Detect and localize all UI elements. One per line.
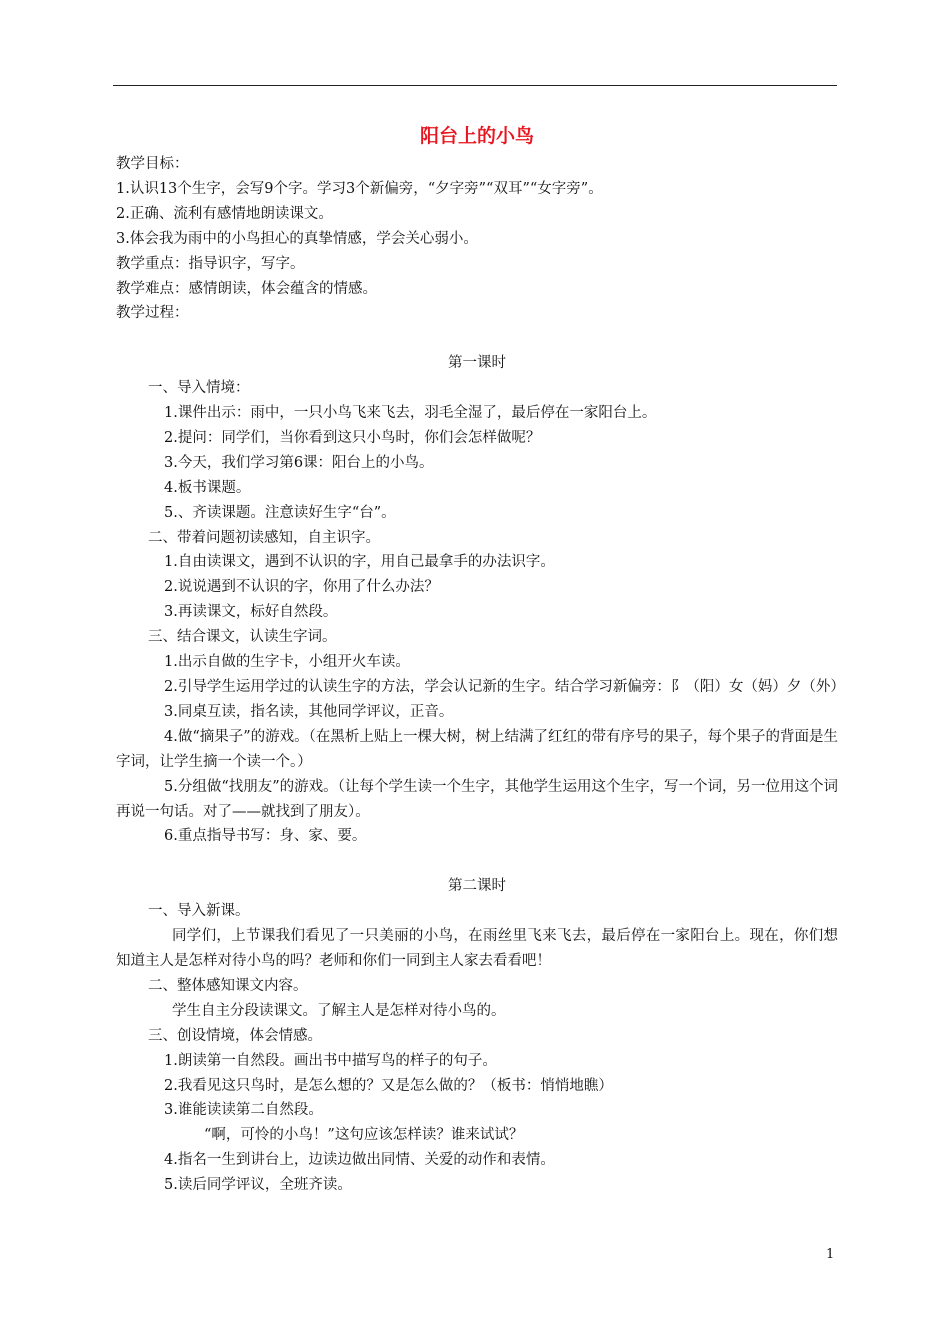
list-item: 6.重点指导书写：身、家、要。 [164, 828, 367, 845]
list-item: 5.分组做“找朋友”的游戏。（让每个学生读一个生字，其他学生运用这个生字，写一个词，另一位用这个词再说一句话。对了——就找到了朋友）。 [116, 778, 838, 820]
intro-line: 1.认识13个生字，会写9个字。学习3个新偏旁，“夕字旁”“双耳”“女字旁”。 [116, 180, 603, 197]
paragraph: 同学们，上节课我们看见了一只美丽的小鸟，在雨丝里飞来飞去，最后停在一家阳台上。现在，你们想知道主人是怎样对待小鸟的吗？老师和你们一同到主人家去看看吧！ [116, 928, 838, 969]
list-item: 4.板书课题。 [164, 479, 251, 496]
list-item: 1.朗读第一自然段。画出书中描写鸟的样子的句子。 [164, 1052, 497, 1069]
section-heading: 二、带着问题初读感知，自主识字。 [148, 529, 380, 546]
page-number: 1 [826, 1247, 835, 1262]
intro-line: 教学重点：指导识字，写字。 [116, 255, 305, 272]
header-rule [113, 85, 837, 86]
spacer [116, 849, 838, 874]
intro-line: 教学过程： [116, 305, 189, 322]
list-item: 3.谁能读读第二自然段。 [164, 1102, 323, 1119]
lesson2-heading: 第二课时 [448, 878, 506, 895]
spacer [116, 326, 838, 351]
list-item: 1.课件出示：雨中，一只小鸟飞来飞去，羽毛全湿了，最后停在一家阳台上。 [164, 405, 657, 422]
section-heading: 二、整体感知课文内容。 [148, 977, 308, 994]
list-item: 4.指名一生到讲台上，边读边做出同情、关爱的动作和表情。 [164, 1152, 555, 1169]
lesson1-heading: 第一课时 [448, 355, 506, 372]
section-heading: 三、创设情境，体会情感。 [148, 1027, 322, 1044]
list-item: 3.今天，我们学习第6课：阳台上的小鸟。 [164, 454, 434, 471]
list-item: 5.读后同学评议，全班齐读。 [164, 1177, 352, 1194]
list-item: 5.、齐读课题。注意读好生字“台”。 [164, 504, 396, 521]
document-title: 阳台上的小鸟 [419, 125, 534, 147]
list-item: 1.出示自做的生字卡，小组开火车读。 [164, 654, 410, 671]
intro-line: 2.正确、流利有感情地朗读课文。 [116, 205, 333, 222]
intro-line: 3.体会我为雨中的小鸟担心的真挚情感，学会关心弱小。 [116, 230, 478, 247]
list-item: 2.提问：同学们，当你看到这只小鸟时，你们会怎样做呢？ [164, 429, 541, 446]
list-item: 3.同桌互读，指名读，其他同学评议，正音。 [164, 703, 454, 720]
quote-line: “啊，可怜的小鸟！”这句应该怎样读？谁来试试？ [204, 1127, 524, 1144]
list-item: 2.说说遇到不认识的字，你用了什么办法？ [164, 579, 439, 596]
section-heading: 三、结合课文，认读生字词。 [148, 629, 337, 646]
list-item: 3.再读课文，标好自然段。 [164, 604, 338, 621]
intro-line: 教学目标： [116, 156, 189, 172]
list-item: 2.引导学生运用学过的认读生字的方法，学会认记新的生字。结合学习新偏旁：阝（阳）女（妈）夕（外） [164, 679, 845, 696]
list-item: 1.自由读课文，遇到不认识的字，用自己最拿手的办法识字。 [164, 554, 555, 571]
list-item: 2.我看见这只鸟时，是怎么想的？又是怎么做的？（板书：悄悄地瞧） [164, 1077, 613, 1094]
document-body [116, 122, 845, 1198]
section-heading: 一、导入情境： [148, 380, 250, 397]
section-heading: 一、导入新课。 [148, 903, 250, 920]
paragraph: 学生自主分段读课文。了解主人是怎样对待小鸟的。 [172, 1002, 506, 1019]
intro-line: 教学难点：感情朗读，体会蕴含的情感。 [116, 280, 377, 297]
list-item: 4.做“摘果子”的游戏。（在黑析上贴上一棵大树，树上结满了红红的带有序号的果子，每个果子的背面是生字词，让学生摘一个读一个。） [116, 728, 838, 770]
